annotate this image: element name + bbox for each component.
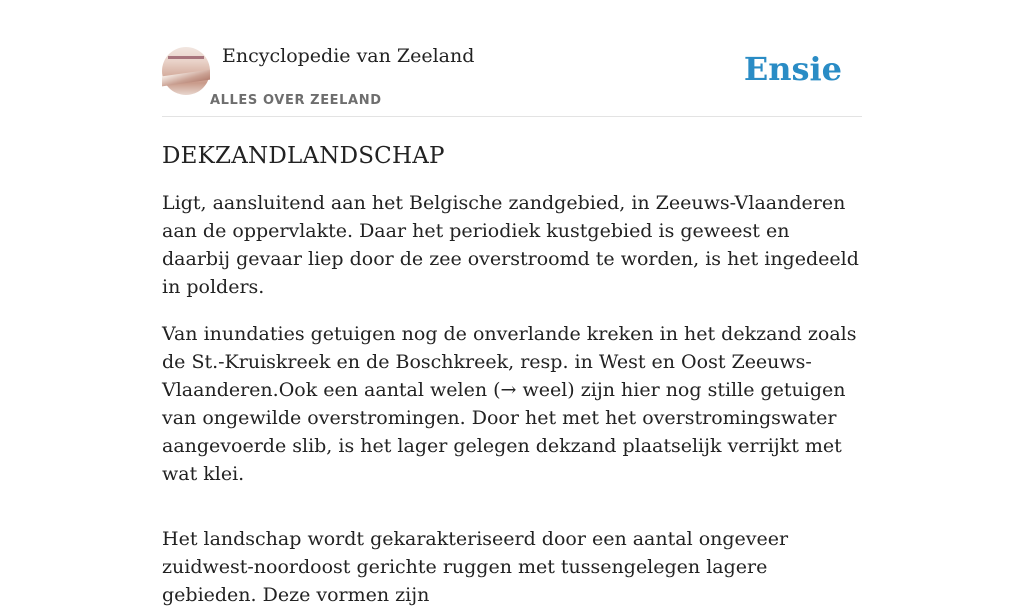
brand-logo[interactable]: Ensie (743, 50, 842, 88)
article-title: DEKZANDLANDSCHAP (162, 143, 445, 169)
site-title[interactable]: Encyclopedie van Zeeland (222, 45, 475, 67)
page (162, 0, 862, 609)
article-paragraph: Van inundaties getuigen nog de onverlande kreken in het dekzand zoals de St.-Kruiskreek en de Boschkreek, resp. in West en Oost Zeeuws-Vlaanderen.Ook een aantal welen (→ weel) zijn hier nog stille getuigen van ongewilde overstromingen. Door het met het overstromingswater aangevoerde slib, is het lager gelegen dekzand plaatselijk verrijkt met wat klei. (162, 323, 857, 485)
site-avatar[interactable] (162, 47, 210, 95)
site-tagline: ALLES OVER ZEELAND (210, 93, 382, 108)
article-paragraph: Het landschap wordt gekarakteriseerd door een aantal ongeveer zuidwest-noordoost gerichte ruggen met tussengelegen lagere gebieden. Deze vormen zijn (162, 528, 789, 606)
article-body (162, 189, 862, 609)
site-header (162, 0, 862, 117)
article-paragraph: Ligt, aansluitend aan het Belgische zandgebied, in Zeeuws-Vlaanderen aan de oppervlakte. Daar het periodiek kustgebied is geweest en daarbij gevaar liep door de zee overstroomd te worden, is het ingedeeld in polders. (162, 192, 859, 298)
